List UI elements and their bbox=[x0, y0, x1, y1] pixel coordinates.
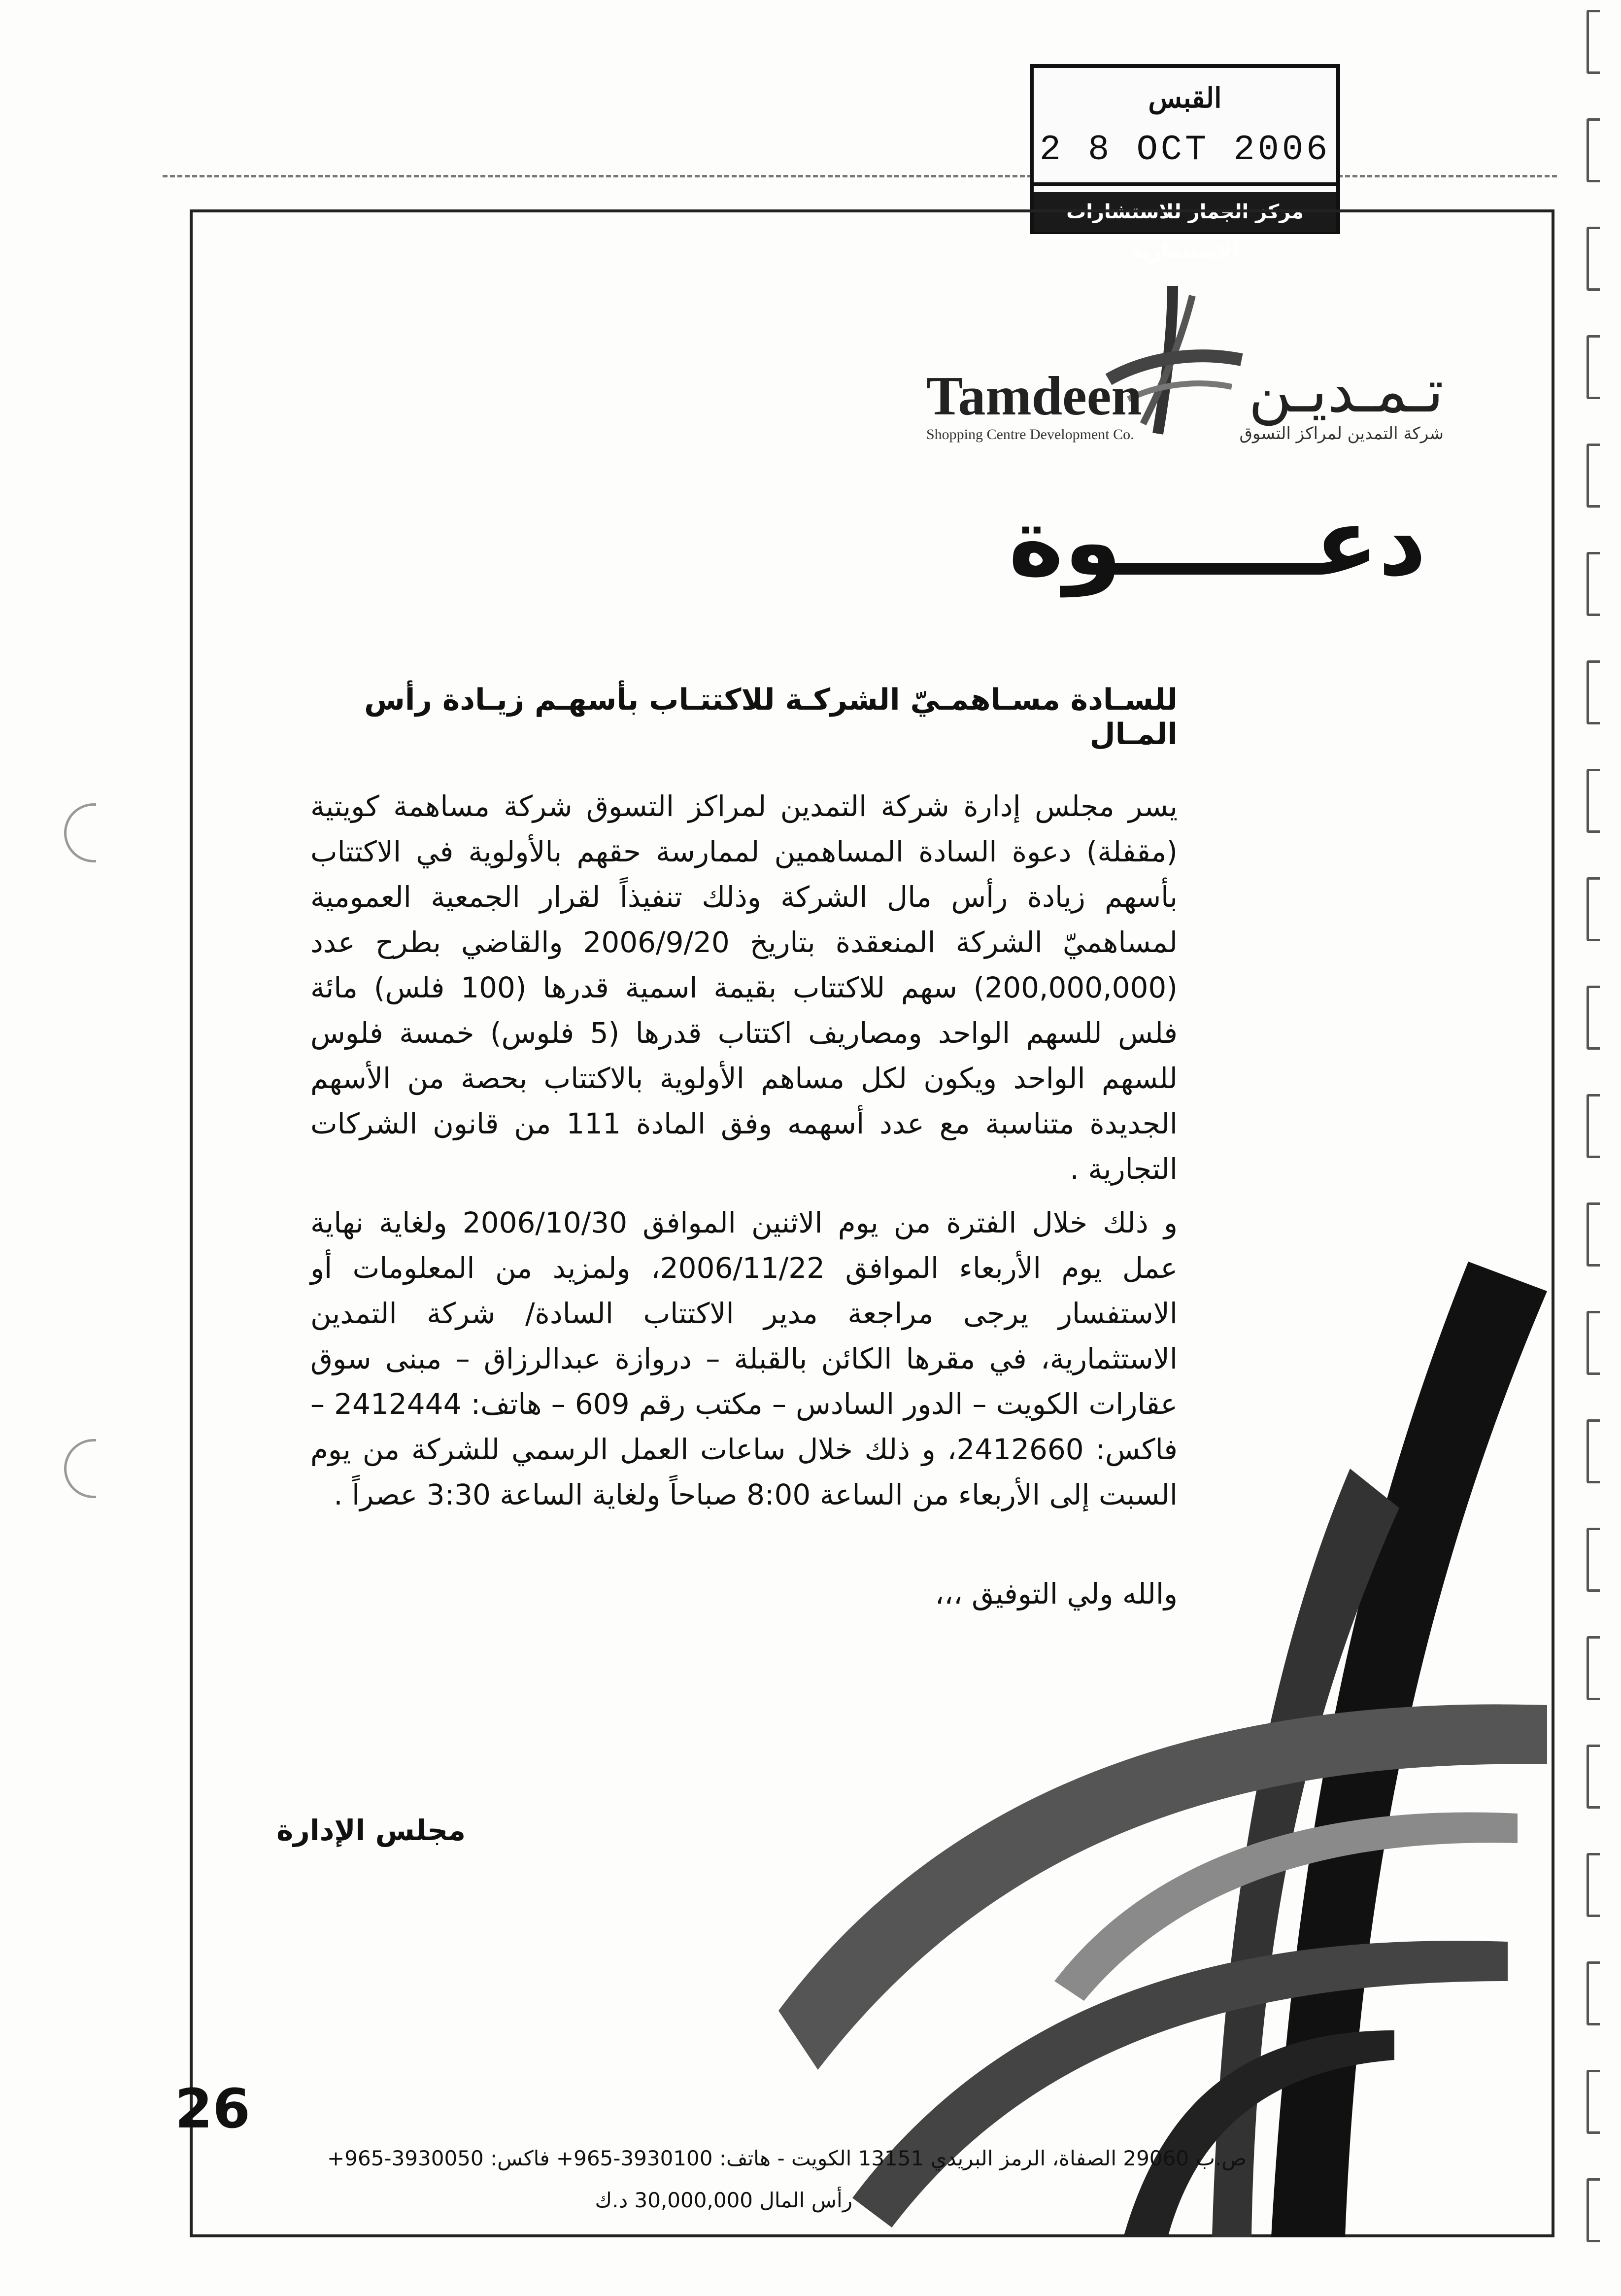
binding-hole bbox=[1587, 1528, 1600, 1592]
decorative-ribbon-art bbox=[778, 1262, 1557, 2237]
binding-hole bbox=[1587, 2070, 1600, 2134]
binding-hole bbox=[1587, 552, 1600, 616]
stamp-center-name: مركز الجماز للاستشارات الاستثمارية bbox=[1034, 192, 1336, 232]
received-stamp bbox=[1030, 64, 1340, 263]
binding-hole bbox=[1587, 1311, 1600, 1375]
binding-hole bbox=[1587, 877, 1600, 941]
stamp-divider bbox=[1034, 182, 1336, 186]
invitation-paragraph: يسر مجلس إدارة شركة التمدين لمراكز التسوق شركة مساهمة كويتية (مقفلة) دعوة السادة المساهمين لممارسة حقهم بالأولوية في الاكتتاب بأسهم زيادة رأس مال الشركة وذلك تنفيذاً لقرار الجمعية العمومية لمساهميّ الشركة المنعقدة بتاريخ 2006/9/20 والقاضي بطرح عدد (200,000,000) سهم للاكتتاب بقيمة اسمية قدرها (100 فلس) مائة فلس للسهم الواحد ومصاريف اكتتاب قدرها (5 فلوس) خمسة فلوس للسهم الواحد ويكون لكل مساهم الأولوية بالاكتتاب بحصة من الأسهم الجديدة متناسبة مع عدد أسهمه وفق المادة 111 من قانون الشركات التجارية . bbox=[310, 789, 1178, 1186]
logo-arabic-subtitle: شركة التمدين لمراكز التسوق bbox=[1239, 424, 1444, 444]
page-title: دعــــــوة bbox=[1008, 488, 1426, 597]
logo-english-subtitle: Shopping Centre Development Co. bbox=[926, 426, 1134, 443]
addressee-heading: للسـادة مسـاهمـيّ الشركـة للاكتتـاب بأسهـم زيـادة رأس المـال bbox=[364, 683, 1178, 752]
punch-hole bbox=[64, 803, 96, 862]
punch-hole bbox=[64, 1439, 96, 1498]
top-dashed-line bbox=[163, 175, 1557, 177]
binding-hole bbox=[1587, 1961, 1600, 2025]
binding-hole bbox=[1587, 444, 1600, 508]
binding-hole bbox=[1587, 660, 1600, 724]
binding-hole bbox=[1587, 1745, 1600, 1809]
binding-hole bbox=[1587, 1094, 1600, 1158]
binding-hole bbox=[1587, 335, 1600, 399]
logo-english-name: Tamdeen bbox=[926, 366, 1142, 427]
binding-hole bbox=[1587, 1853, 1600, 1917]
stamp-date: 2 8 OCT 2006 bbox=[1039, 130, 1331, 170]
subscription-period-paragraph: و ذلك خلال الفترة من يوم الاثنين الموافق 2006/10/30 ولغاية نهاية عمل يوم الأربعاء الموافق 2006/11/22، ولمزيد من المعلومات أو الاستفسار يرجى مراجعة مدير الاكتتاب السادة/ شركة التمدين الاستثمارية، في مقرها الكائن بالقبلة – دروازة عبدالرزاق – مبنى سوق عقارات الكويت – الدور السادس – مكتب رقم 609 – هاتف: 2412444 – فاكس: 2412660، و ذلك خلال ساعات العمل الرسمي للشركة من يوم السبت إلى الأربعاء من الساعة 8:00 صباحاً ولغاية الساعة 3:30 عصراً . bbox=[310, 1206, 1178, 1511]
binding-hole bbox=[1587, 2178, 1600, 2242]
stamp-newspaper-name: القبس bbox=[1148, 82, 1222, 114]
signature-board-of-directors: مجلس الإدارة bbox=[276, 1814, 466, 1847]
company-logo bbox=[926, 276, 1444, 463]
binding-holes bbox=[1587, 0, 1616, 2296]
binding-hole bbox=[1587, 227, 1600, 291]
page-number: 26 bbox=[175, 2077, 251, 2140]
closing-line: والله ولي التوفيق ،،، bbox=[935, 1577, 1178, 1611]
footer-address: ص.ب 29060 الصفاة، الرمز البريدي 13151 الكويت - هاتف: 3930100-965+ فاكس: 3930050-965+ bbox=[327, 2146, 1247, 2170]
binding-hole bbox=[1587, 10, 1600, 74]
binding-hole bbox=[1587, 986, 1600, 1050]
footer-capital: رأس المال 30,000,000 د.ك bbox=[595, 2188, 852, 2212]
logo-arabic-name: تـمـديـن bbox=[1249, 357, 1444, 426]
binding-hole bbox=[1587, 769, 1600, 833]
binding-hole bbox=[1587, 1636, 1600, 1700]
binding-hole bbox=[1587, 118, 1600, 182]
binding-hole bbox=[1587, 1419, 1600, 1483]
binding-hole bbox=[1587, 1202, 1600, 1267]
